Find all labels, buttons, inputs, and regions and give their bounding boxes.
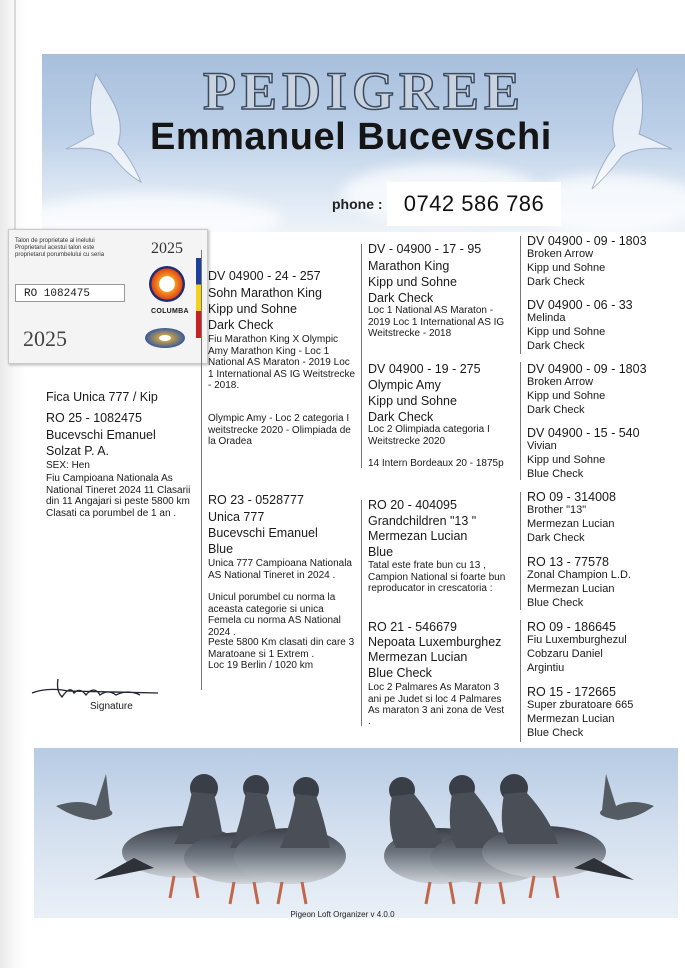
- sire-dam-name: Olympic Amy: [368, 378, 441, 392]
- page-fold-line: [14, 0, 16, 235]
- bracket-line: [520, 236, 521, 354]
- sire-sire-owner: Kipp und Sohne: [368, 275, 457, 289]
- bracket-line: [201, 250, 202, 690]
- subject-sex: SEX: Hen: [46, 460, 90, 471]
- subject-owner: Bucevschi Emanuel: [46, 428, 156, 442]
- dam-owner: Bucevschi Emanuel: [208, 526, 318, 540]
- bracket-line: [520, 492, 521, 610]
- dam-dam-dot: .: [368, 716, 371, 727]
- dam-notes-3: Peste 5800 Km clasati din care 3 Maratoane si 1 Extrem .: [208, 637, 355, 660]
- card-text: Proprietarul acestui talon este: [15, 245, 95, 251]
- dam-notes-4: Loc 19 Berlin / 1020 km: [208, 660, 314, 671]
- page-title: PEDIGREE: [202, 61, 526, 121]
- ggp-color: Dark Check: [527, 532, 585, 544]
- subject-ring: RO 25 - 1082475: [46, 411, 142, 425]
- sire-sire-notes: Loc 1 National AS Maraton - 2019 Loc 1 International AS IG Weitstrecke - 2018: [368, 305, 505, 339]
- ggp-owner: Mermezan Lucian: [527, 713, 615, 725]
- sire-owner: Kipp und Sohne: [208, 302, 297, 316]
- ggp-owner: Kipp und Sohne: [527, 390, 606, 402]
- ggp-color: Blue Check: [527, 597, 584, 609]
- header-banner: [42, 54, 685, 232]
- ggp-ring: DV 04900 - 09 - 1803: [527, 362, 647, 376]
- sire-dam-notes-2: 14 Intern Bordeaux 20 - 1875p: [368, 458, 504, 469]
- ggp-owner: Kipp und Sohne: [527, 326, 606, 338]
- card-year-top: 2025: [151, 240, 183, 257]
- ggp-owner: Kipp und Sohne: [527, 454, 606, 466]
- dam-sire-ring: RO 20 - 404095: [368, 498, 457, 512]
- sire-dam-ring: DV 04900 - 19 - 275: [368, 362, 481, 376]
- sire-dam-color: Dark Check: [368, 410, 434, 424]
- ring-card: [8, 229, 208, 364]
- sire-color: Dark Check: [208, 318, 274, 332]
- dam-dam-owner: Mermezan Lucian: [368, 650, 468, 664]
- dam-ring: RO 23 - 0528777: [208, 493, 304, 507]
- sire-sire-ring: DV - 04900 - 17 - 95: [368, 242, 482, 256]
- ggp-name: Vivian: [527, 440, 557, 452]
- signature-label: Signature: [90, 701, 133, 712]
- ggp-ring: RO 15 - 172665: [527, 685, 616, 699]
- bracket-line: [361, 500, 362, 726]
- ggp-owner: Mermezan Lucian: [527, 583, 615, 595]
- federation-emblem-icon: [145, 328, 185, 348]
- ggp-ring: DV 04900 - 06 - 33: [527, 298, 633, 312]
- ggp-name: Super zburatoare 665: [527, 699, 634, 711]
- columba-logo-icon: [149, 266, 185, 302]
- footer-credit: Pigeon Loft Organizer v 4.0.0: [290, 910, 395, 919]
- subject-color: Solzat P. A.: [46, 444, 110, 458]
- ggp-color: Blue Check: [527, 727, 584, 739]
- dam-sire-color: Blue: [368, 545, 394, 559]
- dam-sire-owner: Mermezan Lucian: [368, 529, 468, 543]
- ggp-name: Melinda: [527, 312, 566, 324]
- ggp-ring: RO 13 - 77578: [527, 555, 609, 569]
- sire-ring: DV 04900 - 24 - 257: [208, 269, 321, 283]
- bracket-line: [520, 620, 521, 742]
- ggp-ring: RO 09 - 314008: [527, 490, 616, 504]
- ggp-owner: Kipp und Sohne: [527, 262, 606, 274]
- ggp-name: Broken Arrow: [527, 248, 594, 260]
- ggp-owner: Mermezan Lucian: [527, 518, 615, 530]
- owner-name: Emmanuel Bucevschi: [150, 116, 552, 158]
- ggp-color: Dark Check: [527, 404, 585, 416]
- dam-dam-ring: RO 21 - 546679: [368, 620, 457, 634]
- ggp-name: Fiu Luxemburghezul: [527, 634, 627, 646]
- sire-dam-owner: Kipp und Sohne: [368, 394, 457, 408]
- page-edge: [0, 0, 26, 968]
- bracket-line: [361, 244, 362, 468]
- dam-dam-name: Nepoata Luxemburghez: [368, 635, 502, 649]
- ggp-name: Broken Arrow: [527, 376, 594, 388]
- dam-color: Blue: [208, 542, 234, 556]
- pigeon-illustration: [34, 748, 678, 918]
- footer-pigeons-image: [34, 748, 678, 918]
- bracket-line: [520, 362, 521, 480]
- dam-notes-2: Unicul porumbel cu norma la aceasta categorie si unica Femela cu norma AS National 2024 .: [208, 592, 341, 638]
- subject-notes: Fiu Campioana Nationala As National Tineret 2024 11 Clasarii din 11 Angajari si peste 5800 km Clasati ca porumbel de 1 an .: [46, 473, 191, 519]
- sire-dam-notes: Loc 2 Olimpiada categoria I Weitstrecke 2020: [368, 424, 490, 447]
- dam-sire-name: Grandchildren "13 ": [368, 514, 477, 528]
- card-ring-number: RO 1082475: [15, 284, 125, 302]
- ggp-name: Zonal Champion L.D.: [527, 569, 631, 581]
- ggp-color: Dark Check: [527, 276, 585, 288]
- sire-sire-name: Marathon King: [368, 259, 450, 273]
- sire-notes-2: Olympic Amy - Loc 2 categoria I weitstrecke 2020 - Olimpiada de la Oradea: [208, 413, 351, 447]
- phone-label: phone :: [332, 196, 383, 212]
- ggp-color: Dark Check: [527, 340, 585, 352]
- card-brand: COLUMBA: [151, 308, 189, 315]
- card-text: Talon de proprietate al inelului: [15, 238, 95, 244]
- ggp-owner: Cobzaru Daniel: [527, 648, 603, 660]
- ggp-color: Blue Check: [527, 468, 584, 480]
- card-year: 2025: [23, 326, 67, 351]
- ggp-ring: DV 04900 - 15 - 540: [527, 426, 640, 440]
- ggp-color: Argintiu: [527, 662, 565, 674]
- ggp-ring: DV 04900 - 09 - 1803: [527, 234, 647, 248]
- ggp-name: Brother "13": [527, 504, 587, 516]
- ggp-ring: RO 09 - 186645: [527, 620, 616, 634]
- sire-name: Sohn Marathon King: [208, 286, 322, 300]
- dam-sire-notes: Tatal este frate bun cu 13 , Campion National si foarte bun reproducator in crescatoria :: [368, 560, 506, 594]
- subject-name: Fica Unica 777 / Kip: [46, 390, 158, 404]
- dam-notes: Unica 777 Campioana Nationala AS National Tineret in 2024 .: [208, 558, 352, 581]
- sire-sire-color: Dark Check: [368, 291, 434, 305]
- sire-notes: Fiu Marathon King X Olympic Amy Marathon King - Loc 1 National AS Maraton - 2019 Loc 1 International AS IG Weitstrecke - 2018.: [208, 334, 356, 391]
- card-text: proprietarul porumbelului cu seria: [15, 252, 105, 258]
- phone-number: 0742 586 786: [387, 182, 561, 226]
- dam-name: Unica 777: [208, 510, 265, 524]
- dam-dam-color: Blue Check: [368, 666, 432, 680]
- dam-dam-notes: Loc 2 Palmares As Maraton 3 ani pe Judet si loc 4 Palmares As maraton 3 ani zona de Vest: [368, 682, 505, 716]
